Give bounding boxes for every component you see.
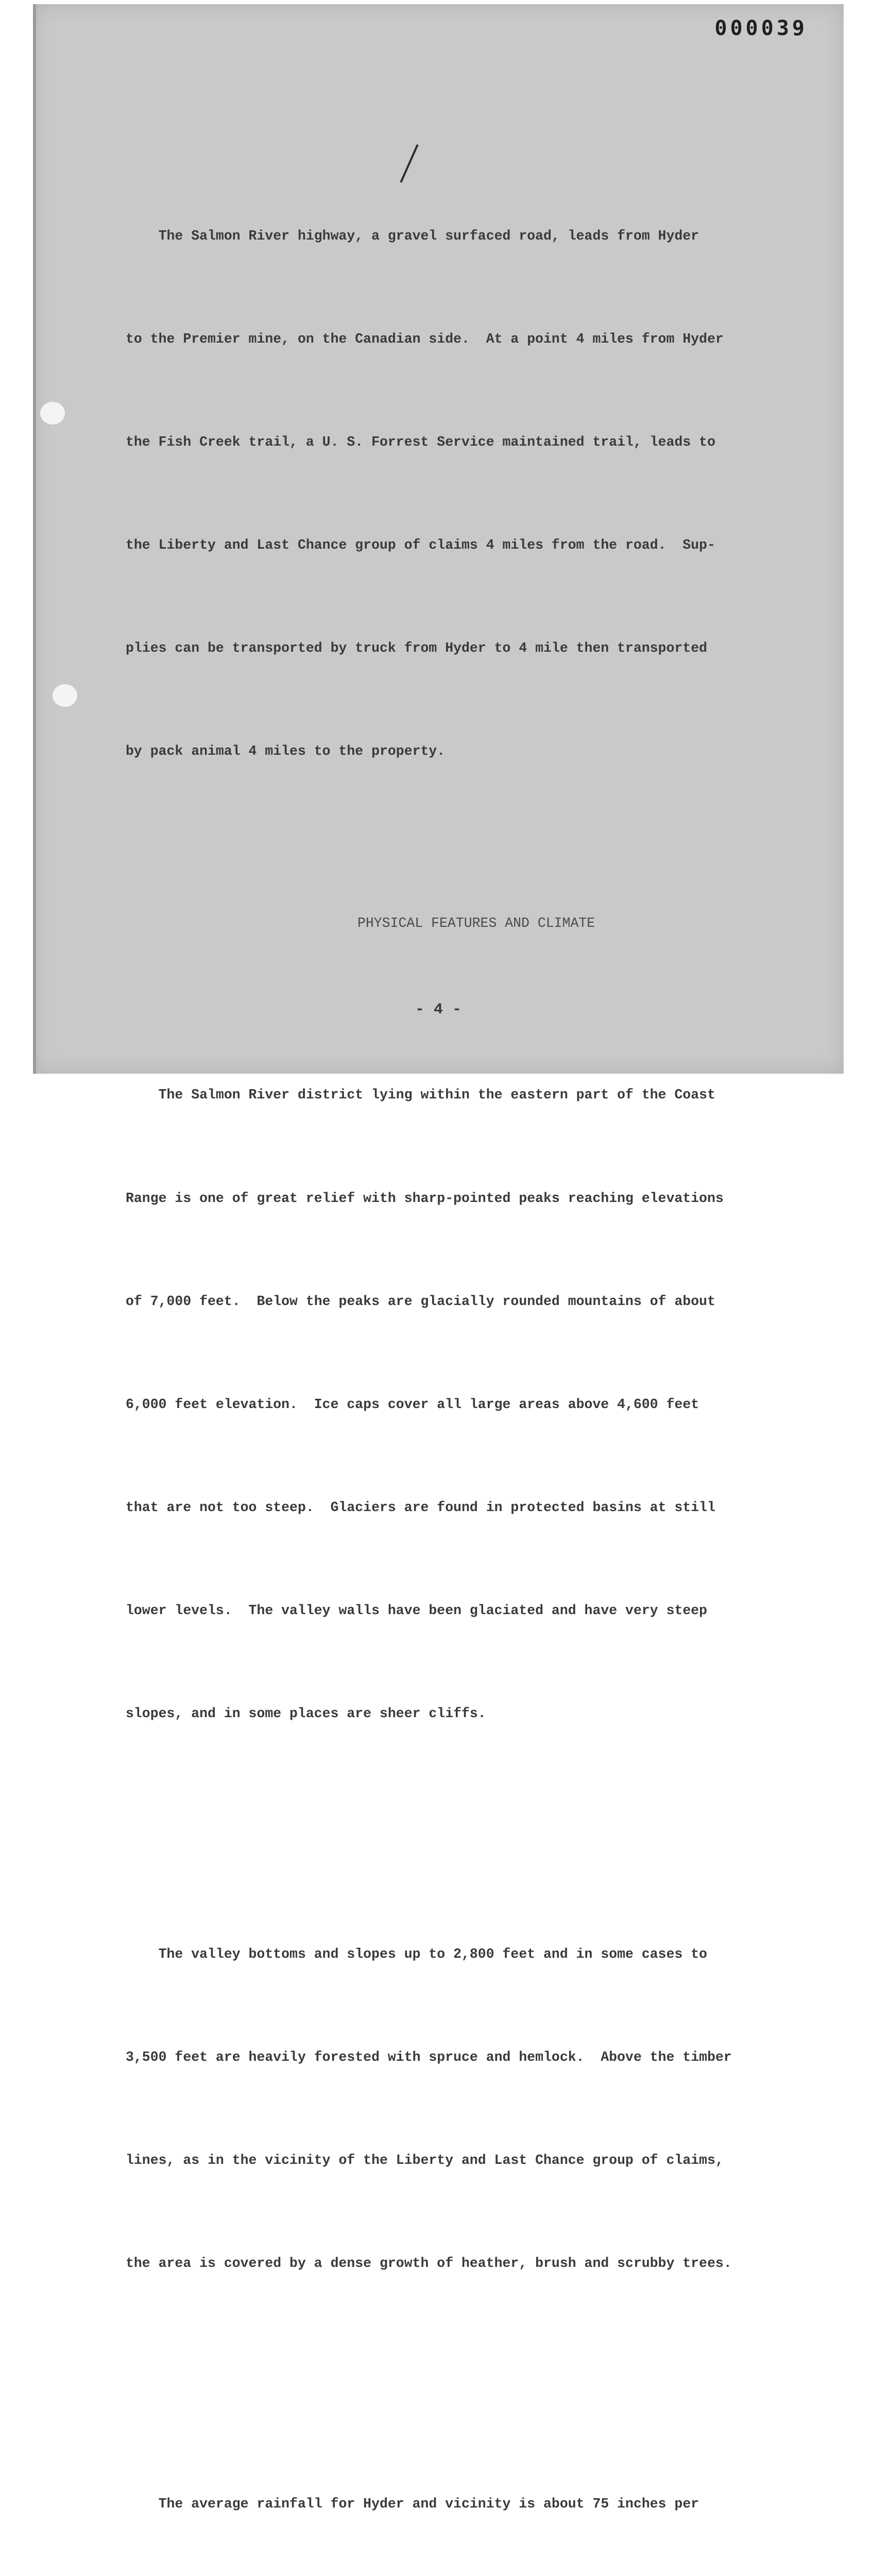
text-line: the area is covered by a dense growth of heather, brush and scrubby trees. (126, 2256, 732, 2272)
text-line: lower levels. The valley walls have been glaciated and have very steep (126, 1602, 708, 1618)
document-number: 000039 (714, 16, 808, 40)
paragraph-climate (126, 2418, 821, 2576)
text-line: The Salmon River district lying within the eastern part of the Coast (126, 1087, 715, 1103)
section-heading: PHYSICAL FEATURES AND CLIMATE (357, 915, 595, 931)
text-line: The average rainfall for Hyder and vicinity is about 75 inches per (126, 2496, 699, 2512)
paper-sheet (33, 4, 844, 2512)
paper-edge (33, 4, 36, 1074)
text-line: lines, as in the vicinity of the Liberty and Last Chance group of claims, (126, 2153, 724, 2168)
text-line: of 7,000 feet. Below the peaks are glacially rounded mountains of about (126, 1293, 715, 1309)
text-line: to the Premier mine, on the Canadian side. At a point 4 miles from Hyder (126, 331, 724, 347)
text-line: slopes, and in some places are sheer cliffs. (126, 1706, 486, 1722)
text-line: by pack animal 4 miles to the property. (126, 743, 446, 759)
paragraph-vegetation (126, 1869, 821, 2350)
text-line: The valley bottoms and slopes up to 2,800 feet and in some cases to (126, 1946, 708, 1962)
text-line: the Liberty and Last Chance group of claims 4 miles from the road. Sup- (126, 537, 715, 553)
text-line: the Fish Creek trail, a U. S. Forrest Service maintained trail, leads to (126, 434, 715, 450)
text-line: The Salmon River highway, a gravel surfaced road, leads from Hyder (126, 228, 699, 244)
text-line: Range is one of great relief with sharp-pointed peaks reaching elevations (126, 1190, 724, 1206)
text-line: 3,500 feet are heavily forested with spruce and hemlock. Above the timber (126, 2049, 732, 2065)
text-line: that are not too steep. Glaciers are found in protected basins at still (126, 1499, 715, 1515)
paragraph-district (126, 1009, 821, 1800)
document-body (126, 81, 821, 2576)
text-line: 6,000 feet elevation. Ice caps cover all large areas above 4,600 feet (126, 1396, 699, 1412)
punch-hole (40, 402, 65, 425)
paragraph-highway (126, 150, 821, 837)
punch-hole (53, 684, 77, 707)
page-number: - 4 - (415, 1001, 461, 1019)
text-line: plies can be transported by truck from Hyder to 4 mile then transported (126, 640, 708, 656)
